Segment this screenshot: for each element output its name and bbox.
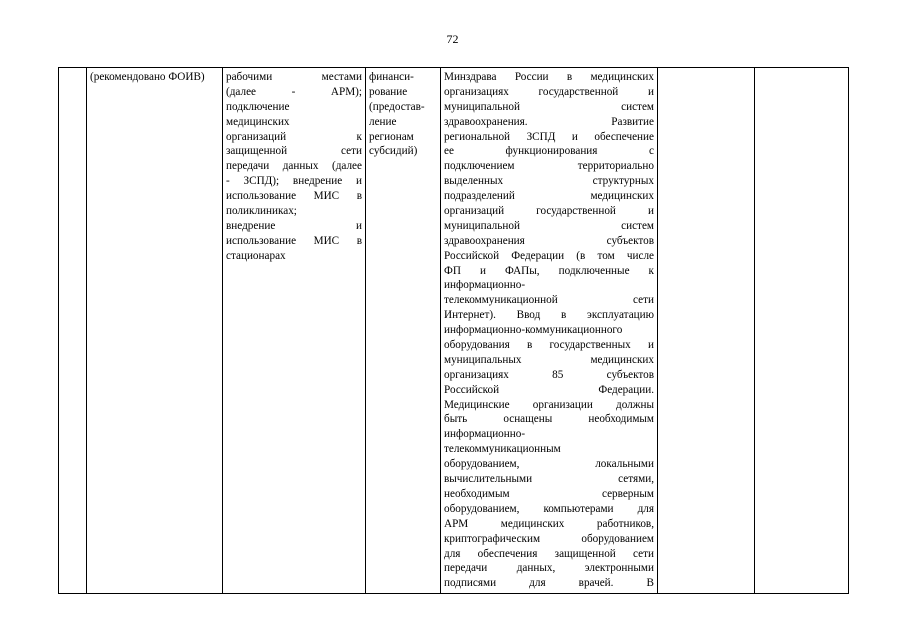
text-line: телекоммуникационным xyxy=(444,443,561,456)
text-line: субсидий) xyxy=(369,145,418,158)
text-line: подключение xyxy=(226,100,290,113)
text-line: муниципальной систем xyxy=(444,219,654,232)
cell-responsible xyxy=(87,68,223,594)
text-line: Российской Федерации. xyxy=(444,383,654,396)
text-line: (предостав- xyxy=(369,100,425,113)
text-line: муниципальной систем xyxy=(444,100,654,113)
text-line: информационно- xyxy=(444,428,526,441)
text-line: подписями для врачей. В xyxy=(444,577,654,590)
text-line: криптографическим оборудованием xyxy=(444,532,654,545)
text-line: поликлиниках; xyxy=(226,205,297,218)
text-line: ление xyxy=(369,115,397,128)
text-line: стационарах xyxy=(226,249,286,262)
cell-col6 xyxy=(658,68,755,594)
cell-funding xyxy=(366,68,441,594)
text-line: необходимым серверным xyxy=(444,487,654,500)
text-line: - ЗСПД); внедрение и xyxy=(226,175,362,188)
text-line: здравоохранения. Развитие xyxy=(444,115,654,128)
text-line: внедрение и xyxy=(226,219,362,232)
responsible-text: (рекомендовано ФОИВ) xyxy=(90,71,205,83)
text-line: региональной ЗСПД и обеспечение xyxy=(444,130,654,143)
text-line: здравоохранения субъектов xyxy=(444,234,654,247)
text-line: передачи данных, электронными xyxy=(444,562,654,575)
text-line: Интернет). Ввод в эксплуатацию xyxy=(444,309,654,322)
text-line: ее функционирования с xyxy=(444,145,654,158)
table-row xyxy=(59,68,849,594)
cell-col7 xyxy=(755,68,849,594)
text-line: передачи данных (далее xyxy=(226,160,362,173)
text-line: организациях 85 субъектов xyxy=(444,368,654,381)
cell-description xyxy=(441,68,658,594)
text-line: информационно- xyxy=(444,279,526,292)
text-line: финанси- xyxy=(369,71,414,83)
text-line: быть оснащены необходимым xyxy=(444,413,654,426)
text-line: рабочими местами xyxy=(226,71,362,83)
page-number: 72 xyxy=(446,32,459,46)
text-line: АРМ медицинских работников, xyxy=(444,517,654,530)
text-line: организаций государственной и xyxy=(444,205,654,218)
text-line: использование МИС в xyxy=(226,234,362,247)
text-line: информационно-коммуникационного xyxy=(444,324,623,337)
text-line: вычислительными сетями, xyxy=(444,473,654,486)
text-line: подключением территориально xyxy=(444,160,654,173)
text-line: (далее - АРМ); xyxy=(226,85,362,98)
text-line: подразделений медицинских xyxy=(444,190,654,203)
text-line: Медицинские организации должны xyxy=(444,398,654,411)
description-text xyxy=(444,70,654,591)
text-line: медицинских xyxy=(226,115,290,128)
text-line: Минздрава России в медицинских xyxy=(444,71,654,83)
funding-text xyxy=(369,70,437,159)
text-line: выделенных структурных xyxy=(444,175,654,188)
cell-measures xyxy=(223,68,366,594)
document-table xyxy=(58,67,849,594)
text-line: ФП и ФАПы, подключенные к xyxy=(444,264,654,277)
text-line: защищенной сети xyxy=(226,145,362,158)
text-line: использование МИС в xyxy=(226,190,362,203)
measures-text xyxy=(226,70,362,264)
text-line: регионам xyxy=(369,130,414,143)
cell-col1 xyxy=(59,68,87,594)
text-line: оборудования в государственных и xyxy=(444,339,654,352)
text-line: рование xyxy=(369,85,408,98)
text-line: организациях государственной и xyxy=(444,85,654,98)
text-line: организаций к xyxy=(226,130,362,143)
text-line: Российской Федерации (в том числе xyxy=(444,249,654,262)
text-line: оборудованием, локальными xyxy=(444,458,654,471)
text-line: для обеспечения защищенной сети xyxy=(444,547,654,560)
text-line: оборудованием, компьютерами для xyxy=(444,502,654,515)
text-line: телекоммуникационной сети xyxy=(444,294,654,307)
text-line: муниципальных медицинских xyxy=(444,353,654,366)
